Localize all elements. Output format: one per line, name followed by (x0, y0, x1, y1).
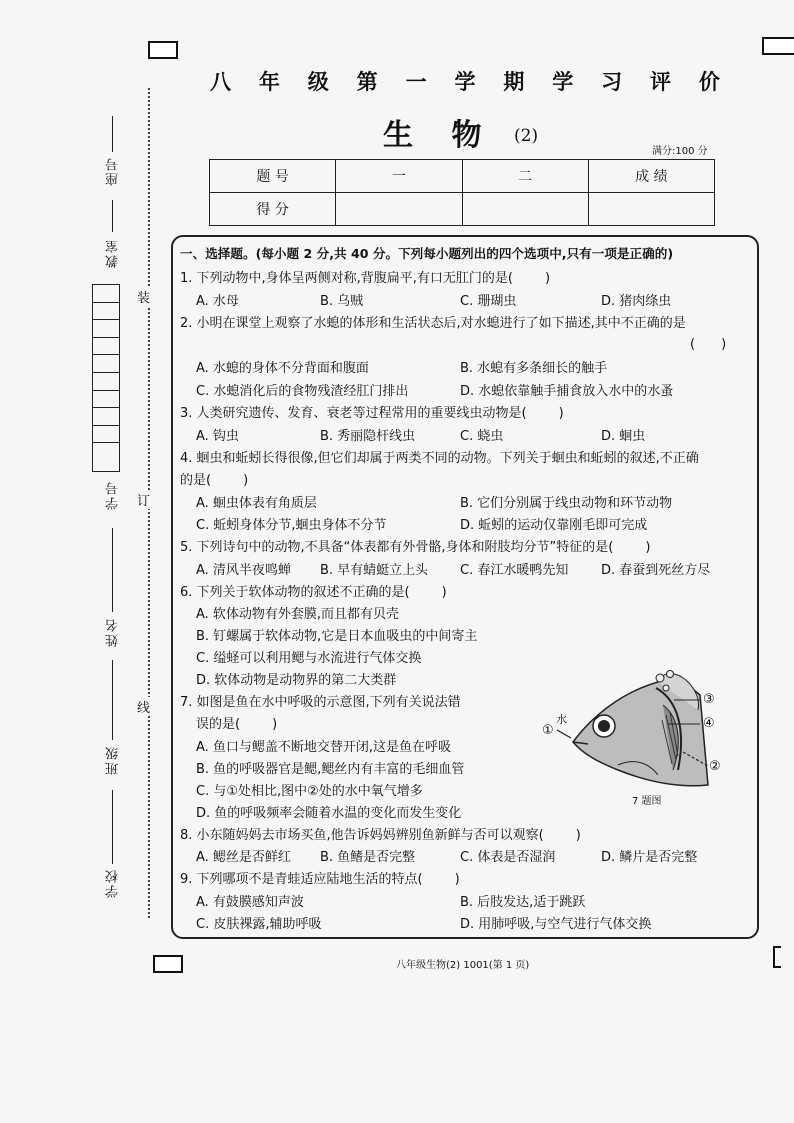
exam-title (210, 66, 720, 96)
score-table-header-row (210, 160, 715, 193)
side-label-school: 学校 (106, 868, 121, 898)
answer-paren: ( ) (690, 337, 727, 352)
score-cell: 题 号 (210, 160, 336, 193)
arrow-water-in (557, 730, 571, 738)
score-table-value-row (210, 193, 715, 226)
section-title: 一、选择题。(每小题 2 分,共 40 分。下列每小题列出的四个选项中,只有一项是正确的) (180, 246, 674, 261)
figure-caption: 7 题图 (632, 796, 662, 807)
subject-number: (2) (514, 126, 539, 146)
corner-mark-bottom-right (773, 946, 781, 968)
score-cell: 成 绩 (588, 160, 714, 193)
option[interactable]: C. 缢蛏可以利用鳃与水流进行气体交换 (196, 651, 422, 666)
side-line-seat (112, 116, 113, 152)
title-char: 八 (210, 69, 231, 94)
figure-label-1: ① (542, 723, 554, 738)
option[interactable]: A. 水母 (196, 294, 239, 309)
title-char: 评 (650, 69, 672, 94)
option[interactable]: D. 软体动物是动物界的第二大类群 (196, 673, 397, 688)
question-stem: 3. 人类研究遗传、发育、衰老等过程常用的重要线虫动物是( ) (180, 406, 564, 421)
side-line-class (112, 660, 113, 740)
question-stem-cont: 的是( ) (180, 473, 249, 488)
option[interactable]: B. 秀丽隐杆线虫 (320, 429, 416, 444)
option[interactable]: A. 有鼓膜感知声波 (196, 895, 304, 910)
title-char: 年 (258, 69, 280, 94)
option[interactable]: C. 体表是否湿润 (460, 850, 556, 865)
option[interactable]: A. 钩虫 (196, 429, 239, 444)
side-label-seat: 座号 (106, 156, 121, 186)
option[interactable]: D. 用肺呼吸,与空气进行气体交换 (460, 917, 652, 932)
option[interactable]: D. 蛔虫 (601, 429, 646, 444)
figure-label-2: ② (709, 759, 721, 774)
full-score: 满分:100 分 (652, 146, 708, 157)
figure-label-water: 水 (556, 713, 567, 726)
title-char: 习 (601, 69, 623, 94)
option[interactable]: D. 鳞片是否完整 (601, 850, 698, 865)
option[interactable]: C. 蛲虫 (460, 429, 504, 444)
question-stem: 5. 下列诗句中的动物,不具备“体表都有外骨骼,身体和附肢均分节”特征的是( ) (180, 540, 651, 555)
question-stem: 4. 蛔虫和蚯蚓长得很像,但它们却属于两类不同的动物。下列关于蛔虫和蚯蚓的叙述,不正确 (180, 451, 699, 466)
title-char: 价 (698, 69, 720, 94)
binding-word-ding: 订 (137, 490, 150, 509)
option[interactable]: C. 与①处相比,图中②处的水中氧气增多 (196, 784, 423, 799)
score-input-cell[interactable] (462, 193, 588, 226)
question-stem: 8. 小东随妈妈去市场买鱼,他告诉妈妈辨别鱼新鲜与否可以观察( ) (180, 828, 581, 843)
side-line-school (112, 790, 113, 864)
page-footer: 八年级生物(2) 1001(第 1 页) (396, 960, 530, 971)
option[interactable]: A. 蛔虫体表有角质层 (196, 496, 317, 511)
fish-head-drawing (573, 671, 708, 786)
option[interactable]: B. 钉螺属于软体动物,它是日本血吸虫的中间寄主 (196, 629, 478, 644)
score-table (209, 159, 715, 226)
corner-mark-top-right (762, 37, 794, 55)
score-input-cell[interactable] (588, 193, 714, 226)
corner-mark-top-left (148, 41, 178, 59)
section-multiple-choice (171, 235, 759, 939)
title-char: 第 (356, 69, 378, 94)
score-input-cell[interactable] (336, 193, 462, 226)
question-stem: 1. 下列动物中,身体呈两侧对称,背腹扁平,有口无肛门的是( ) (180, 271, 551, 286)
binding-word-zhuang: 装 (137, 287, 150, 306)
score-cell: 得 分 (210, 193, 336, 226)
option[interactable]: B. 乌贼 (320, 294, 364, 309)
side-label-name: 姓名 (106, 617, 121, 647)
option[interactable]: D. 鱼的呼吸频率会随着水温的变化而发生变化 (196, 806, 462, 821)
option[interactable]: C. 珊瑚虫 (460, 294, 517, 309)
title-char: 学 (454, 69, 476, 94)
side-line-room (112, 200, 113, 232)
title-char: 级 (307, 69, 329, 94)
score-cell: 一 (336, 160, 462, 193)
question-stem: 6. 下列关于软体动物的叙述不正确的是( ) (180, 585, 447, 600)
option[interactable]: B. 早有蜻蜓立上头 (320, 563, 429, 578)
question-stem: 2. 小明在课堂上观察了水螅的体形和生活状态后,对水螅进行了如下描述,其中不正确的是 (180, 316, 686, 331)
option[interactable]: B. 后肢发达,适于跳跃 (460, 895, 586, 910)
option[interactable]: A. 水螅的身体不分背面和腹面 (196, 361, 369, 376)
option[interactable]: C. 蚯蚓身体分节,蛔虫身体不分节 (196, 518, 387, 533)
side-line-name (112, 528, 113, 612)
option[interactable]: B. 鱼的呼吸器官是鳃,鳃丝内有丰富的毛细血管 (196, 762, 465, 777)
option[interactable]: C. 皮肤裸露,辅助呼吸 (196, 917, 322, 932)
figure-label-4: ④ (703, 716, 715, 731)
option[interactable]: D. 猪肉绦虫 (601, 294, 672, 309)
question-stem: 7. 如图是鱼在水中呼吸的示意图,下列有关说法错 (180, 695, 461, 710)
question-stem: 9. 下列哪项不是青蛙适应陆地生活的特点( ) (180, 872, 460, 887)
option[interactable]: D. 蚯蚓的运动仅靠刚毛即可完成 (460, 518, 648, 533)
option[interactable]: D. 春蚕到死丝方尽 (601, 563, 711, 578)
title-char: 学 (552, 69, 574, 94)
side-label-student-id: 学号 (106, 480, 121, 510)
score-cell: 二 (462, 160, 588, 193)
question-stem-cont: 误的是( ) (196, 717, 278, 732)
title-char: 一 (405, 69, 427, 94)
title-char: 期 (503, 69, 525, 94)
option[interactable]: B. 水螅有多条细长的触手 (460, 361, 608, 376)
option[interactable]: A. 鱼口与鳃盖不断地交替开闭,这是鱼在呼吸 (196, 740, 452, 755)
option[interactable]: B. 鱼鳍是否完整 (320, 850, 416, 865)
subject-title: 生 物 (383, 118, 496, 153)
student-id-grid[interactable] (92, 284, 120, 472)
corner-mark-bottom-left (153, 955, 183, 973)
side-label-room: 教室 (106, 238, 121, 268)
option[interactable]: A. 鳃丝是否鲜红 (196, 850, 291, 865)
figure-label-3: ③ (703, 692, 715, 707)
option[interactable]: A. 软体动物有外套膜,而且都有贝壳 (196, 607, 400, 622)
option[interactable]: C. 水螅消化后的食物残渣经肛门排出 (196, 384, 409, 399)
option[interactable]: A. 清风半夜鸣蝉 (196, 563, 291, 578)
binding-word-xian: 线 (137, 697, 150, 716)
option[interactable]: B. 它们分别属于线虫动物和环节动物 (460, 496, 673, 511)
option[interactable]: C. 春江水暖鸭先知 (460, 563, 569, 578)
option[interactable]: D. 水螅依靠触手捕食放入水中的水蚤 (460, 384, 674, 399)
side-label-class: 班级 (106, 745, 121, 775)
